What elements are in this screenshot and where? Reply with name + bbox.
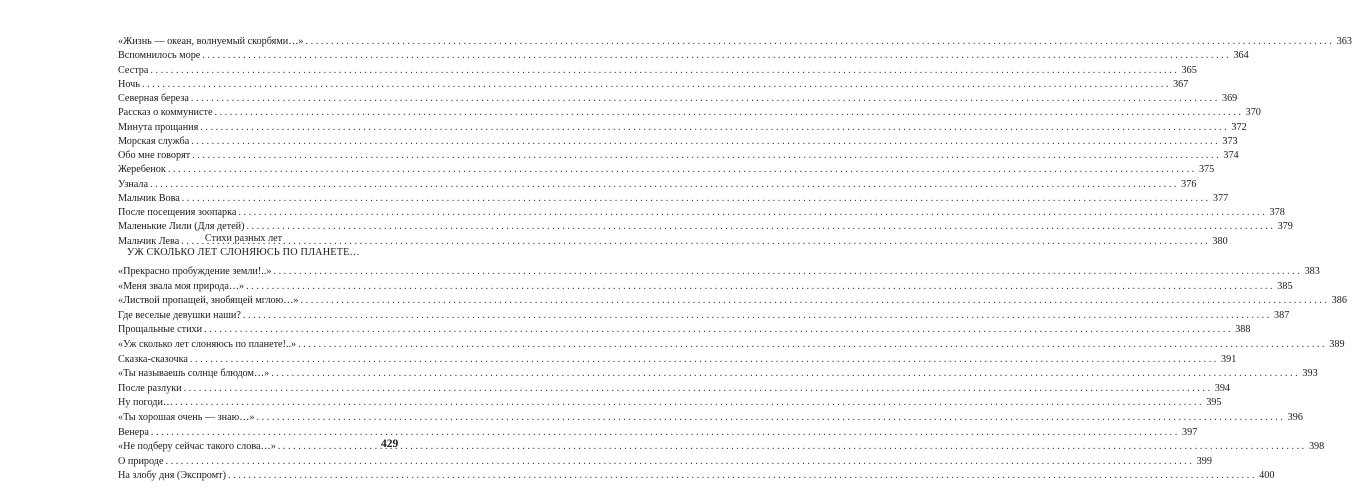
toc-entry-title: Венера — [118, 426, 149, 438]
toc-entry-title: Мальчик Вова — [118, 192, 180, 204]
toc-entry-title: «Ты хорошая очень — знаю…» — [118, 411, 255, 423]
dot-leader — [271, 367, 1297, 382]
toc-entry-title: Северная береза — [118, 93, 189, 104]
toc-entry — [118, 178, 1197, 192]
dot-leader — [214, 106, 1240, 120]
toc-entry-page: 375 — [1198, 164, 1215, 176]
dot-leader — [150, 178, 1176, 192]
toc-entry-page: 385 — [1277, 280, 1293, 292]
dot-leader — [166, 455, 1192, 470]
toc-entry-page: 386 — [1331, 295, 1347, 307]
toc-entry-title: «Листвой пропащей, знобящей мглою…» — [118, 295, 299, 307]
toc-entry — [118, 353, 1237, 368]
toc-entry-title: Сестра — [118, 64, 149, 76]
toc-entry-title: Где веселые девушки наши? — [118, 309, 241, 321]
toc-entry — [118, 309, 1290, 324]
toc-entry-page: 387 — [1274, 309, 1290, 321]
toc-entry-page: 391 — [1221, 353, 1237, 365]
dot-leader — [142, 78, 1168, 92]
toc-entry-page: 398 — [1308, 441, 1325, 453]
toc-entry-page: 399 — [1196, 455, 1212, 467]
toc-entry — [118, 78, 1189, 92]
toc-entry — [118, 411, 1303, 426]
dot-leader — [192, 149, 1218, 163]
toc-entry — [118, 206, 1285, 220]
toc-entry-page: 372 — [1231, 121, 1247, 133]
toc-entry-title: Вспомнилось море — [118, 50, 201, 62]
dot-leader — [150, 64, 1176, 78]
toc-entry-title: Прощальные стихи — [118, 324, 203, 336]
toc-entry-title: Сказка-сказочка — [118, 353, 188, 365]
toc-entry-page: 395 — [1206, 397, 1222, 409]
toc-entry — [118, 280, 1293, 295]
toc-entry-page: 388 — [1235, 324, 1251, 336]
toc-entry — [118, 149, 1239, 163]
toc-entry-title: «Меня звала моя природа…» — [118, 280, 245, 292]
dot-leader — [175, 396, 1201, 411]
page-number: 429 — [381, 438, 399, 450]
section-title: УЖ СКОЛЬКО ЛЕТ СЛОНЯЮСЬ ПО ПЛАНЕТЕ… — [127, 247, 360, 258]
toc-entry-title: Рассказ о коммунисте — [118, 107, 213, 119]
toc-entry — [118, 455, 1212, 470]
toc-entry-title: Обо мне говорят — [118, 150, 191, 161]
toc-entry — [118, 323, 1251, 338]
toc-entry-title: «Не подберу сейчас такого слова…» — [118, 441, 276, 453]
dot-leader — [202, 49, 1228, 63]
toc-entry-page: 373 — [1222, 135, 1238, 147]
toc-entry — [118, 265, 1320, 280]
dot-leader — [184, 382, 1210, 397]
toc-entry-title: «Жизнь — океан, волнуемый скорбями…» — [118, 36, 304, 47]
dot-leader — [228, 469, 1254, 484]
toc-entry-title: «Уж сколько лет слоняюсь по планете!..» — [118, 338, 297, 350]
toc-entry — [118, 35, 1352, 49]
toc-entry-title: После посещения зоопарка — [118, 207, 237, 218]
section-header — [118, 232, 369, 260]
toc-entry — [118, 426, 1198, 441]
toc-entry-title: На злобу дня (Экспромт) — [118, 470, 227, 482]
toc-entry-page: 380 — [1212, 235, 1228, 247]
toc-entry-title: Ночь — [118, 78, 140, 90]
toc-entry-page: 383 — [1304, 266, 1320, 277]
toc-entry-page: 396 — [1287, 411, 1303, 423]
toc-entry-page: 374 — [1223, 150, 1239, 161]
toc-entry — [118, 382, 1230, 397]
toc-entry — [118, 396, 1222, 411]
toc-entry-page: 364 — [1233, 50, 1249, 62]
toc-entry-page: 378 — [1269, 207, 1285, 218]
toc-entry-page: 367 — [1173, 78, 1189, 90]
dot-leader — [306, 35, 1332, 49]
dot-leader — [238, 206, 1264, 220]
toc-entry — [118, 192, 1229, 206]
toc-entry-title: «Ты называешь солнце блюдом…» — [118, 368, 270, 380]
toc-entry-page: 365 — [1181, 64, 1197, 76]
toc-entry — [118, 469, 1275, 484]
dot-leader — [190, 353, 1216, 368]
dot-leader — [182, 192, 1208, 206]
toc-entry-title: Морская служба — [118, 135, 190, 147]
toc-entry-page: 376 — [1181, 178, 1197, 190]
dot-leader — [246, 280, 1272, 295]
toc-entry-page: 400 — [1259, 470, 1275, 482]
toc-entry — [118, 121, 1247, 135]
section-subtitle: Стихи разных лет — [204, 233, 283, 244]
toc-entry — [118, 92, 1238, 106]
toc-entry — [118, 163, 1215, 177]
toc-entry-page: 370 — [1245, 107, 1261, 119]
toc-entry-page: 369 — [1221, 93, 1238, 104]
toc-entry-page: 363 — [1336, 36, 1352, 47]
toc-entry-title: Маленькие Лили (Для детей) — [118, 221, 245, 233]
dot-leader — [301, 294, 1327, 309]
dot-leader — [191, 135, 1217, 149]
dot-leader — [151, 426, 1177, 441]
toc-entry-page: 397 — [1182, 426, 1198, 438]
toc-entry-page: 394 — [1214, 382, 1230, 394]
toc-entry-page: 377 — [1212, 192, 1229, 204]
toc-entry — [118, 367, 1318, 382]
toc-entry-title: «Прекрасно пробуждение земли!..» — [118, 266, 272, 277]
dot-leader — [298, 338, 1324, 353]
toc-entry-page: 379 — [1277, 221, 1293, 233]
dot-leader — [246, 220, 1272, 234]
toc-entry-title: Жеребенок — [118, 164, 166, 176]
toc-entry-title: Ну погоди… — [118, 397, 174, 409]
toc-entry-title: О природе — [118, 455, 164, 467]
toc-entry-page: 389 — [1329, 338, 1345, 350]
toc-entry-title: Минута прощания — [118, 121, 199, 133]
dot-leader — [168, 163, 1194, 177]
dot-leader — [257, 411, 1283, 426]
dot-leader — [204, 323, 1230, 338]
dot-leader — [278, 440, 1304, 455]
toc-entry — [118, 106, 1261, 120]
toc-entry-title: Узнала — [118, 178, 149, 190]
toc-entry — [118, 294, 1347, 309]
toc-entry-title: После разлуки — [118, 382, 182, 394]
dot-leader — [243, 309, 1269, 324]
toc-entry-title: Мальчик Лева — [118, 235, 180, 247]
toc-entry — [118, 338, 1345, 353]
dot-leader — [200, 121, 1226, 135]
dot-leader — [191, 92, 1217, 106]
toc-entry-page: 393 — [1302, 368, 1318, 380]
toc-entry — [118, 135, 1238, 149]
toc-entry — [118, 64, 1197, 78]
dot-leader — [273, 265, 1299, 280]
toc-list-top — [118, 35, 1352, 249]
toc-entry — [118, 49, 1249, 63]
